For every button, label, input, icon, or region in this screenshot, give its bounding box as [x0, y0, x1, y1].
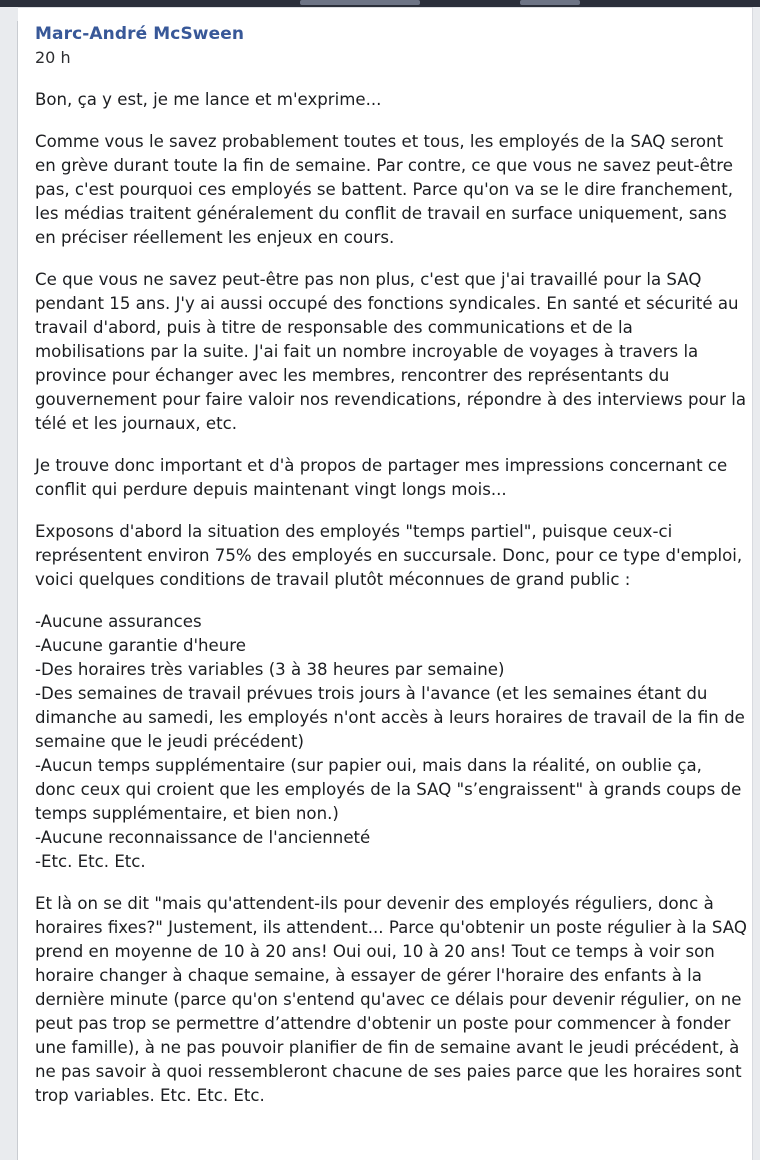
post-timestamp-link[interactable]: 20 h: [35, 48, 71, 67]
facebook-post: [18, 7, 752, 1160]
post-paragraph: Et là on se dit "mais qu'attendent-ils pour devenir des employés réguliers, donc à horaires fixes?" Justement, ils attendent... Parce qu'obtenir un poste régulier à la SAQ prend en moyenne de 10 à 20 ans! Oui oui, 10 à 20 ans! Tout ce temps à voir son horaire changer à chaque semaine, à essayer de gérer l'horaire des enfants à la dernière minute (parce qu'on s'entend qu'avec ce délais pour devenir régulier, on ne peut pas trop se permettre d’attendre d'obtenir un poste pour commencer à fonder une famille), à ne pas pouvoir planifier de fin de semaine avant le jeudi précédent, à ne pas savoir à quoi ressembleront chacune de ses paies parce que les horaires sont trop variables. Etc. Etc. Etc.: [35, 894, 747, 1105]
post-paragraph: Ce que vous ne savez peut-être pas non plus, c'est que j'ai travaillé pour la SAQ pendant 15 ans. J'y ai aussi occupé des fonctions syndicales. En santé et sécurité au travail d'abord, puis à titre de responsable des communications et de la mobilisations par la suite. J'ai fait un nombre incroyable de voyages à travers la province pour échanger avec les membres, rencontrer des représentants du gouvernement pour faire valoir nos revendications, répondre à des interviews pour la télé et les journaux, etc.: [35, 270, 747, 433]
post-paragraph: Comme vous le savez probablement toutes et tous, les employés de la SAQ seront en grève durant toute la fin de semaine. Par contre, ce que vous ne savez peut-être pas, c'est pourquoi ces employés se battent. Parce qu'on va se le dire franchement, les médias traitent généralement du conflit de travail en surface uniquement, sans en préciser réellement les enjeux en cours.: [35, 132, 734, 247]
conditions-list: -Aucune assurances -Aucune garantie d'heure -Des horaires très variables (3 à 38 heures par semaine) -Des semaines de travail prévues trois jours à l'avance (et les semaines étant du dimanche au samedi, les employés n'ont accès à leurs horaires de travail de la fin de semaine que le jeudi précédent) -Aucun temps supplémentaire (sur papier oui, mais dans la réalité, on oublie ça, donc ceux qui croient que les employés de la SAQ "s’engraissent" à grands coups de temps supplémentaire, et bien non.) -Aucune reconnaissance de l'ancienneté -Etc. Etc. Etc.: [35, 612, 745, 871]
post-paragraph: Exposons d'abord la situation des employés "temps partiel", puisque ceux-ci représentent environ 75% des employés en succursale. Donc, pour ce type d'emploi, voici quelques conditions de travail plutôt méconnues de grand public :: [35, 522, 743, 589]
cover-image-fragment: [520, 0, 580, 5]
post-paragraph: Bon, ça y est, je me lance et m'exprime...: [35, 90, 382, 109]
cover-image-fragment: [300, 0, 420, 5]
post-paragraph: Je trouve donc important et d'à propos de partager mes impressions concernant ce conflit qui perdure depuis maintenant vingt longs mois...: [35, 456, 728, 499]
right-divider: [752, 7, 753, 1160]
cropped-cover-image: [0, 0, 760, 7]
page-frame: [0, 7, 760, 1160]
post-body: [35, 88, 747, 1126]
author-name-link[interactable]: Marc-André McSween: [35, 24, 245, 44]
post-header: [35, 22, 735, 70]
